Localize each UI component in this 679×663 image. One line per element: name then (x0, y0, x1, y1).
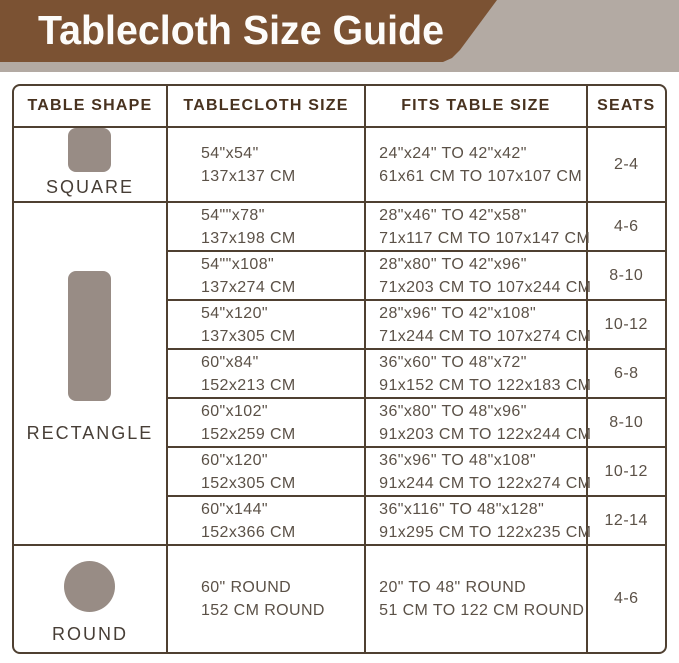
seats-cell: 8-10 (587, 251, 666, 300)
seats-cell: 12-14 (587, 496, 666, 545)
tablecloth-size-cell: 60"x102" 152x259 CM (167, 398, 365, 447)
column-header-fits-table-size: FITS TABLE SIZE (365, 86, 586, 127)
seats-cell: 4-6 (587, 202, 666, 251)
fits-table-size-cell: 20" TO 48" ROUND 51 CM TO 122 CM ROUND (365, 545, 586, 652)
tablecloth-size-cell: 60"x144" 152x366 CM (167, 496, 365, 545)
tablecloth-size-cell: 60"x84" 152x213 CM (167, 349, 365, 398)
column-header-seats: SEATS (587, 86, 666, 127)
round-shape-icon (64, 561, 115, 612)
shape-label: RECTANGLE (26, 423, 154, 443)
seats-cell: 8-10 (587, 398, 666, 447)
fits-table-size-cell: 28"x96" TO 42"x108" 71x244 CM TO 107x274 CM (365, 300, 586, 349)
fits-table-size-cell: 24"x24" TO 42"x42" 61x61 CM TO 107x107 CM (365, 127, 586, 202)
fits-table-size-cell: 36"x96" TO 48"x108" 91x244 CM TO 122x274 CM (365, 447, 586, 496)
rectangle-shape-icon (68, 271, 111, 401)
seats-cell: 4-6 (613, 590, 639, 607)
fits-table-size-cell: 28"x46" TO 42"x58" 71x117 CM TO 107x147 CM (365, 202, 586, 251)
shape-cell-rectangle (14, 202, 167, 545)
page-title: Tablecloth Size Guide (38, 7, 445, 53)
fits-table-size-cell: 28"x80" TO 42"x96" 71x203 CM TO 107x244 CM (365, 251, 586, 300)
tablecloth-size-cell: 54"x120" 137x305 CM (167, 300, 365, 349)
shape-label: SQUARE (45, 177, 134, 197)
fits-table-size-cell: 36"x116" TO 48"x128" 91x295 CM TO 122x235 CM (365, 496, 586, 545)
seats-cell: 6-8 (587, 349, 666, 398)
shape-cell-round (14, 545, 167, 652)
table-row (14, 127, 665, 202)
table-header-row (14, 86, 665, 127)
tablecloth-size-cell: 54""x78" 137x198 CM (167, 202, 365, 251)
tablecloth-size-cell: 60"x120" 152x305 CM (167, 447, 365, 496)
seats-cell: 10-12 (587, 300, 666, 349)
table-row (14, 202, 665, 251)
shape-label: ROUND (51, 624, 128, 644)
fits-table-size-cell: 36"x80" TO 48"x96" 91x203 CM TO 122x244 CM (365, 398, 586, 447)
square-shape-icon (68, 128, 111, 172)
shape-cell-square (14, 127, 167, 202)
tablecloth-size-cell: 54"x54" 137x137 CM (167, 127, 365, 202)
fits-table-size-cell: 36"x60" TO 48"x72" 91x152 CM TO 122x183 CM (365, 349, 586, 398)
size-guide-table (12, 84, 667, 654)
tablecloth-size-cell: 54""x108" 137x274 CM (167, 251, 365, 300)
column-header-tablecloth-size: TABLECLOTH SIZE (167, 86, 365, 127)
column-header-table-shape: TABLE SHAPE (14, 86, 167, 127)
seats-cell: 2-4 (587, 127, 666, 202)
tablecloth-size-cell: 60" ROUND 152 CM ROUND (167, 545, 365, 652)
table-row (14, 545, 665, 652)
seats-cell: 10-12 (587, 447, 666, 496)
